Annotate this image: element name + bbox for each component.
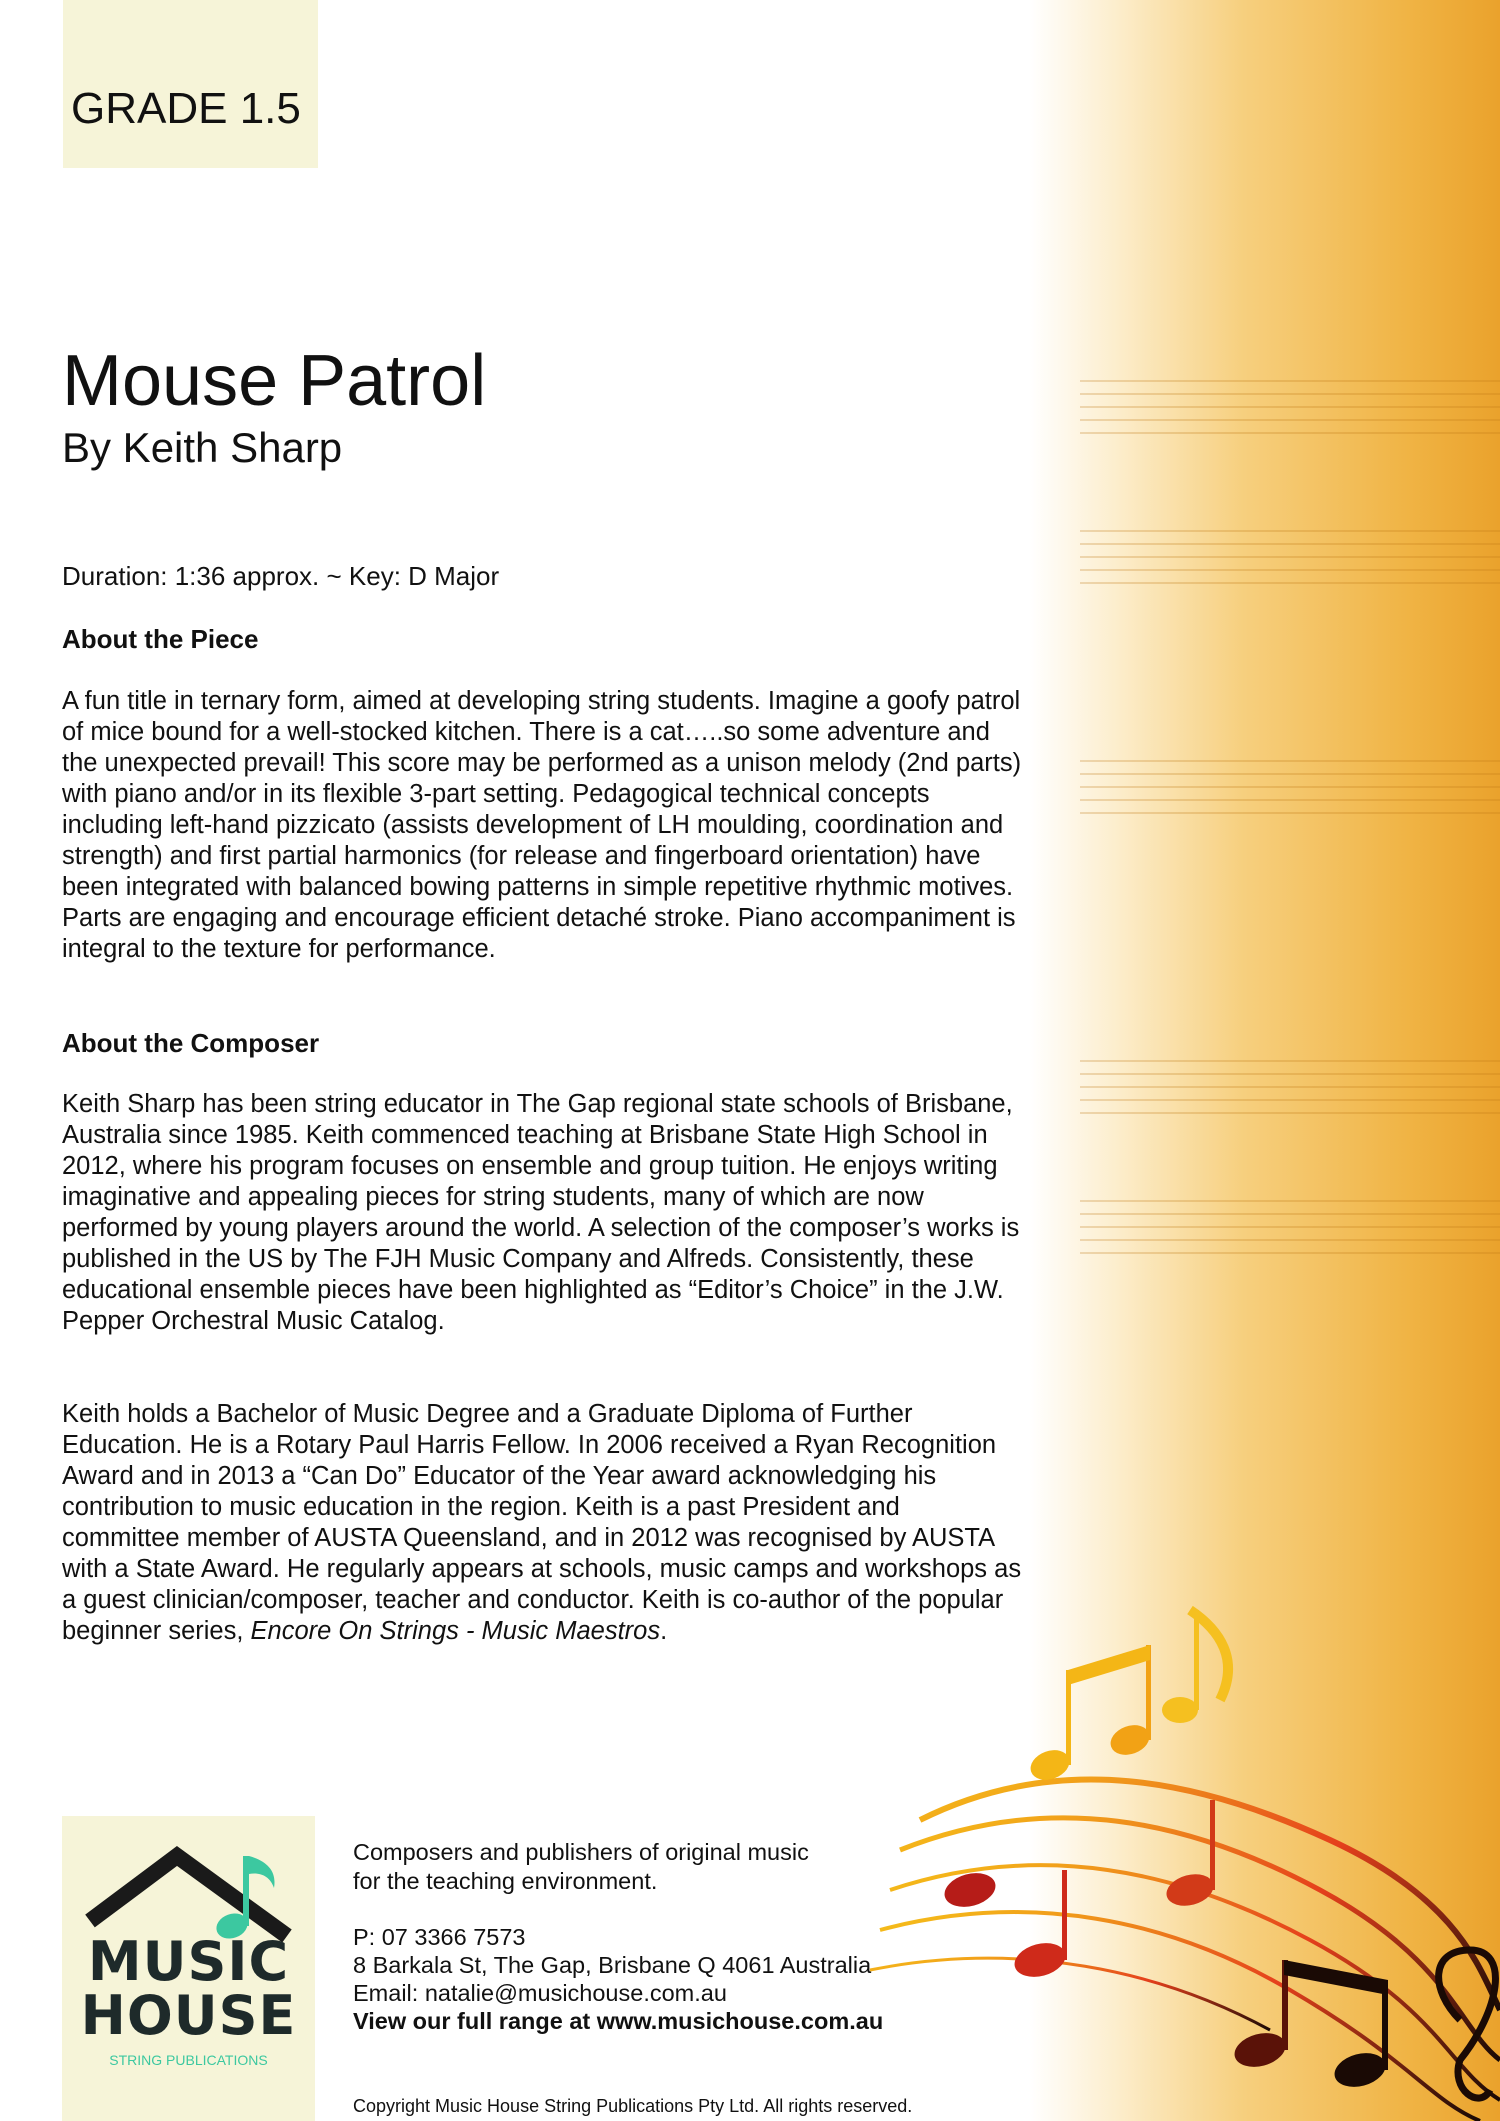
logo-text-music: MUSIC	[87, 1930, 290, 1993]
website-link[interactable]: View our full range at www.musichouse.com.au	[353, 2008, 884, 2034]
about-composer-heading: About the Composer	[62, 1028, 320, 1058]
logo-tagline: STRING PUBLICATIONS	[109, 2052, 268, 2068]
series-title: Encore On Strings - Music Maestros	[250, 1617, 661, 1645]
decorative-staff	[1080, 1060, 1500, 1120]
music-notes-illustration	[860, 1590, 1500, 2121]
composer-bio-text: Keith holds a Bachelor of Music Degree and a Graduate Diploma of Further Education. He is a Rotary Paul Harris Fellow. In 2006 received a Ryan Recognition Award and in 2013 a “Can Do” Educator of the Year award acknowledging his contribution to music education in the region. Keith is a past President and committee member of AUSTA Queensland, and in 2012 was recognised by AUSTA with a State Award. He regularly appears at schools, music camps and workshops as a guest clinician/composer, teacher and conductor. Keith is co-author of the popular beginner series,	[62, 1400, 1022, 1645]
grade-label: GRADE 1.5	[71, 84, 301, 133]
composer-bio-end: .	[660, 1617, 668, 1645]
decorative-staff	[1080, 760, 1500, 820]
logo-text-house: HOUSE	[80, 1984, 297, 2047]
composer-bio-paragraph-2	[62, 1399, 1022, 1647]
piece-title: Mouse Patrol	[62, 341, 487, 421]
decorative-staff	[1080, 1200, 1500, 1260]
music-house-logo	[62, 1816, 315, 2121]
address: 8 Barkala St, The Gap, Brisbane Q 4061 Australia	[353, 1952, 872, 1978]
publisher-tagline-1: Composers and publishers of original music	[353, 1839, 809, 1865]
composer-byline: By Keith Sharp	[62, 424, 343, 471]
about-piece-heading: About the Piece	[62, 624, 259, 654]
publisher-tagline-2: for the teaching environment.	[353, 1868, 658, 1894]
email[interactable]: Email: natalie@musichouse.com.au	[353, 1980, 727, 2006]
decorative-staff	[1080, 380, 1500, 440]
about-piece-text: A fun title in ternary form, aimed at developing string students. Imagine a goofy patrol of mice bound for a well-stocked kitchen. There is a cat…..so some adventure and the unexpected prevail! This score may be performed as a unison melody (2nd parts) with piano and/or in its flexible 3-part setting. Pedagogical technical concepts including left-hand pizzicato (assists development of LH moulding, coordination and strength) and first partial harmonics (for release and fingerboard orientation) have been integrated with balanced bowing patterns in simple repetitive rhythmic motives. Parts are engaging and encourage efficient detaché stroke. Piano accompaniment is integral to the texture for performance.	[62, 687, 1022, 963]
decorative-staff	[1080, 530, 1500, 590]
copyright-notice: Copyright Music House String Publications Pty Ltd. All rights reserved.	[353, 2096, 913, 2116]
duration-key-line: Duration: 1:36 approx. ~ Key: D Major	[62, 561, 500, 591]
composer-bio-paragraph-1: Keith Sharp has been string educator in The Gap regional state schools of Brisbane, Australia since 1985. Keith commenced teaching at Brisbane State High School in 2012, where his program focuses on ensemble and group tuition. He enjoys writing imaginative and appealing pieces for string students, many of which are now performed by young players around the world. A selection of the composer’s works is published in the US by The FJH Music Company and Alfreds. Consistently, these educational ensemble pieces have been highlighted as “Editor’s Choice” in the J.W. Pepper Orchestral Music Catalog.	[62, 1090, 1020, 1335]
phone-number: P: 07 3366 7573	[353, 1924, 526, 1950]
